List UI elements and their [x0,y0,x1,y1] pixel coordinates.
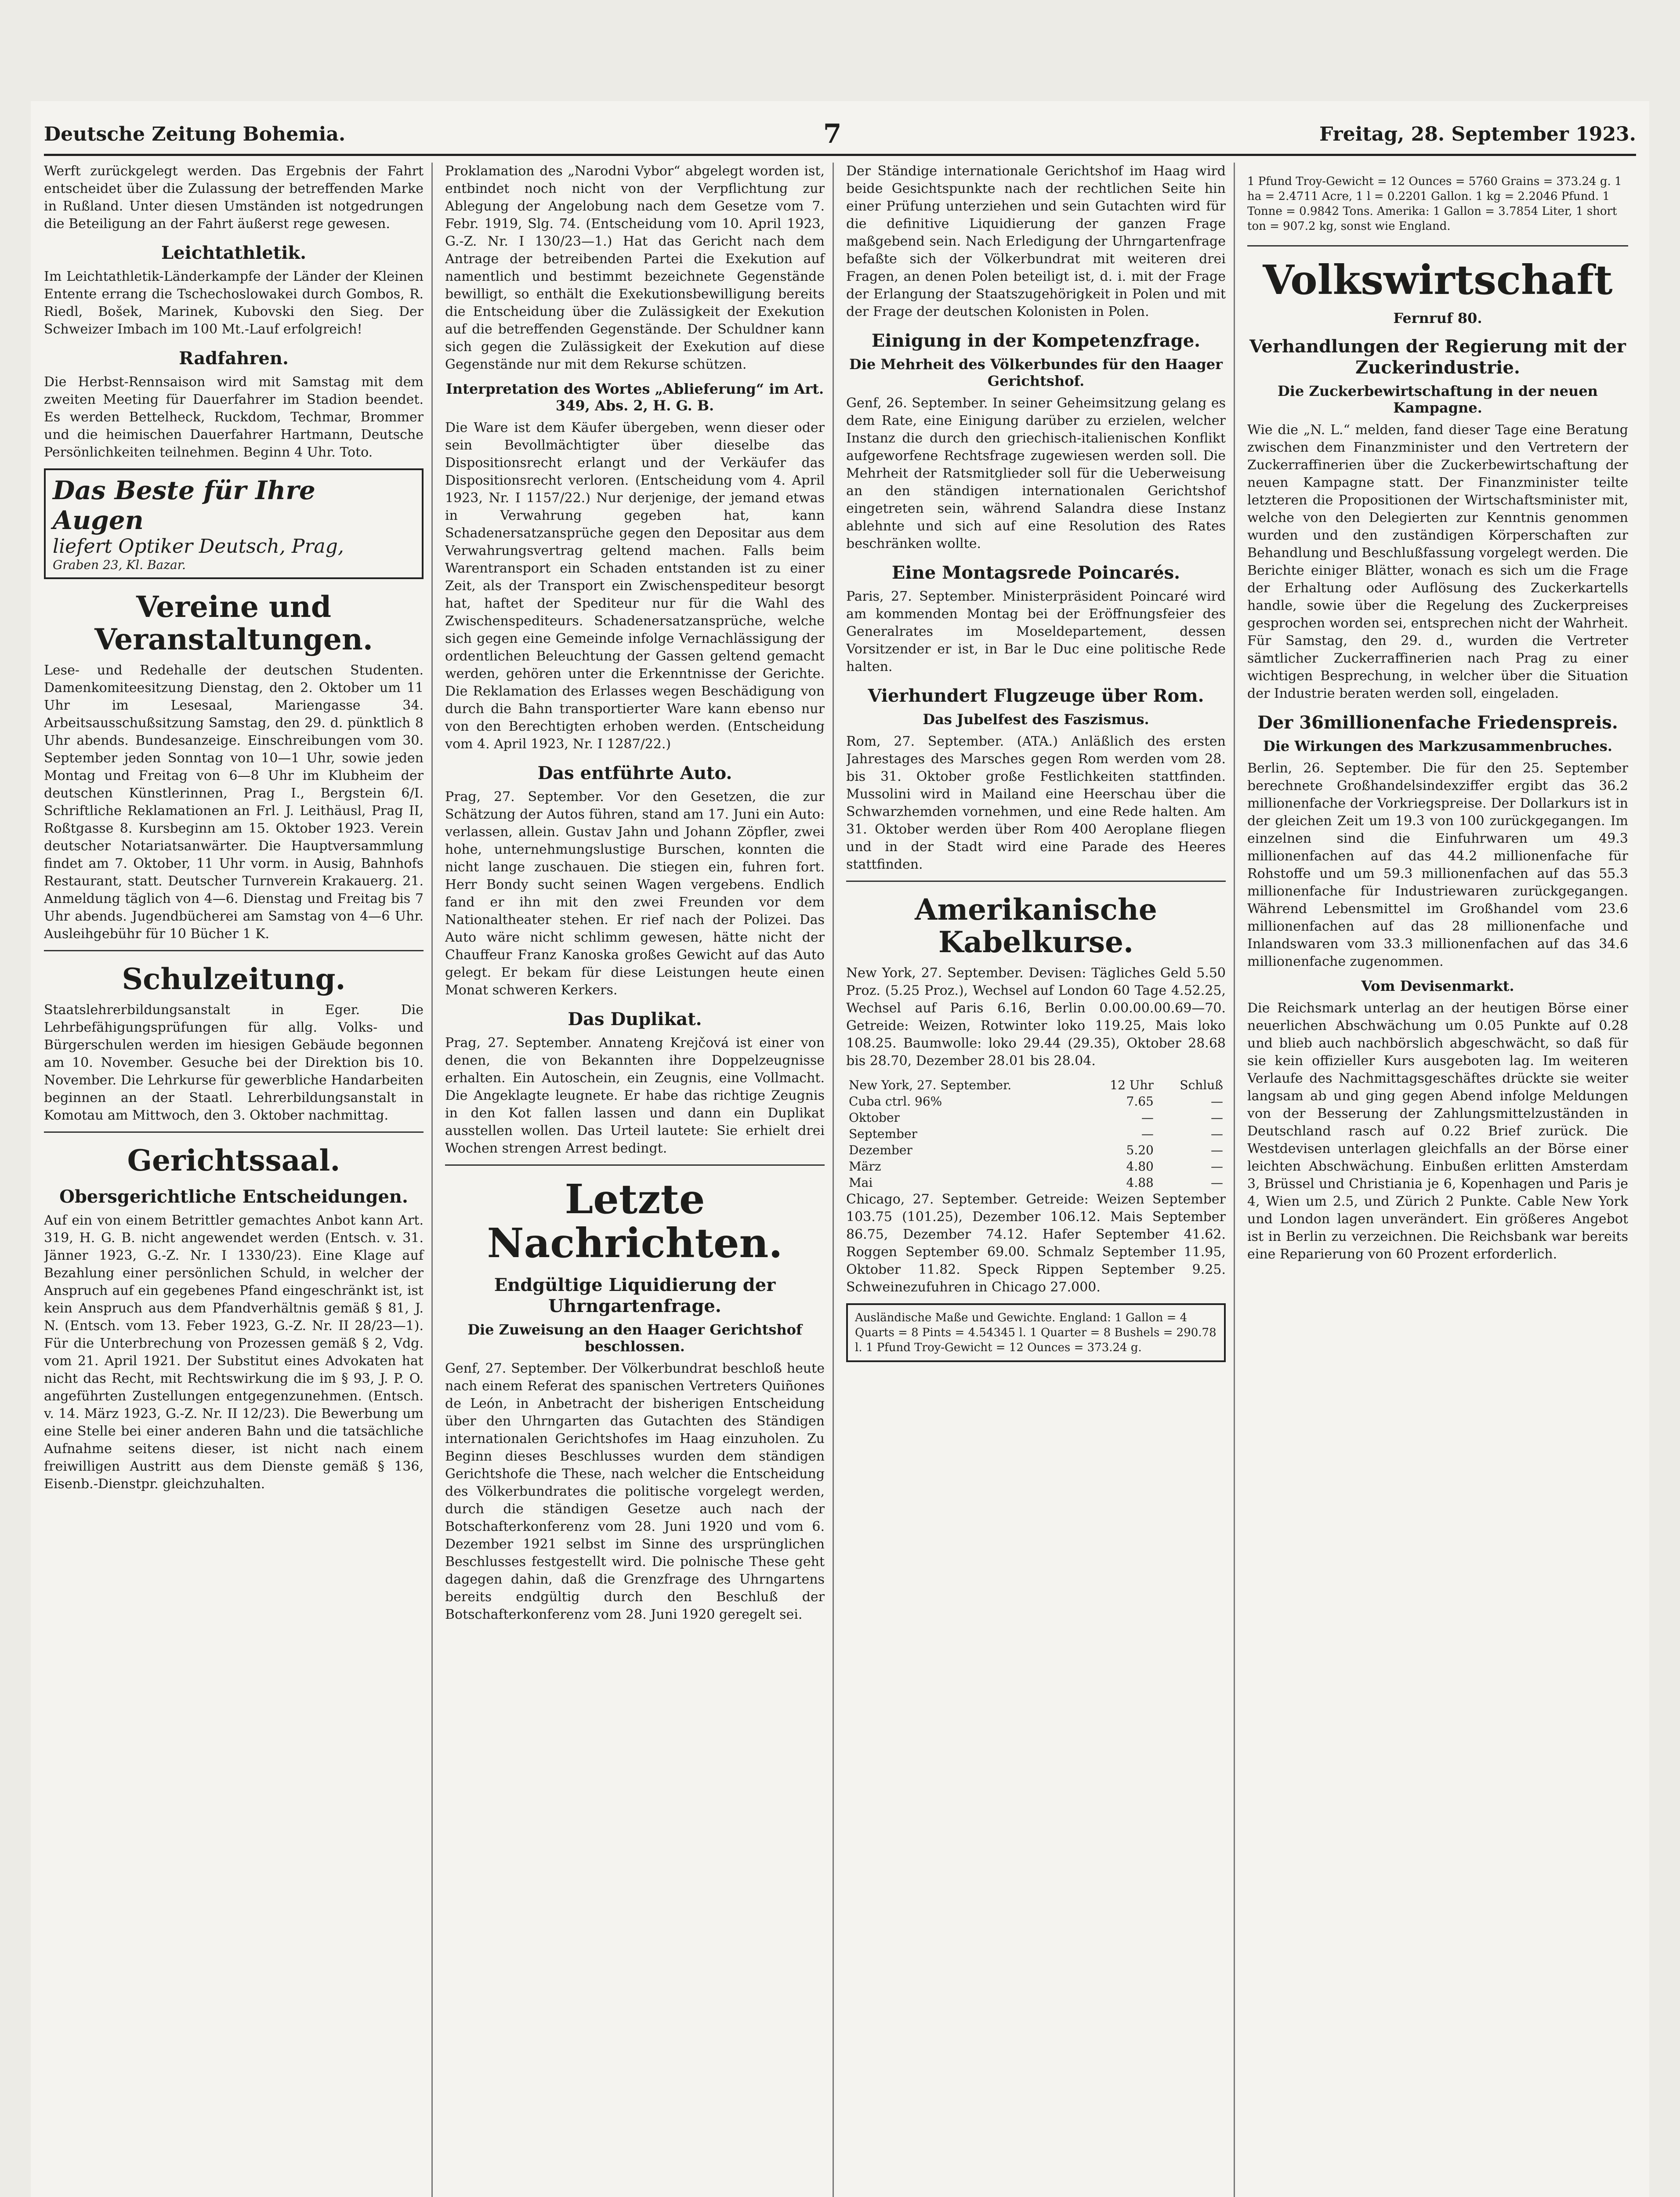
divider [846,881,1226,882]
ad-address: Graben 23, Kl. Bazar. [53,558,186,572]
table-cell: Cuba ctrl. 96% [849,1094,942,1109]
article-text: Staatslehrerbildungsanstalt in Eger. Die Lehrbefähigungsprüfungen für allg. Volks- und Bürgerschulen werden im hiesigen Gebäude begonnen am 10. November. Gesuche bei der Direktion bis 10. November. Die Lehrkurse für gewerbliche Handarbeiten beginnen an der Staatl. Lehrerbildungsanstalt in Komotau am Mittwoch, den 3. Oktober nachmittag. [44,1002,424,1123]
article-text: Rom, 27. September. (ATA.) Anläßlich des ersten Jahrestages des Marsches gegen Rom werden vom 28. bis 31. Oktober große Festlichkeiten stattfinden. Mussolini wird in Mailand eine Heerschau über die Schwarzhemden vornehmen, und eine Rede halten. Am 31. Oktober werden über Rom 400 Aeroplane fliegen und in der Stadt wird eine Parade des Heeres stattfinden. [846,734,1226,872]
measures-text: Ausländische Maße und Gewichte. England: 1 Gallon = 4 Quarts = 8 Pints = 4.54345 l. 1 Quarter = 8 Bushels = 290.78 l. 1 Pfund Troy-Gewicht = 12 Ounces = 373.24 g. [855,1311,1217,1354]
table-cell: — [1211,1110,1223,1125]
article-subheading: Die Zuckerbewirtschaftung in der neuen Kampagne. [1278,383,1598,416]
article-text: Genf, 26. September. In seiner Geheimsitzung gelang es dem Rate, eine Einigung darüber zu erzielen, welcher Instanz die durch den griechisch-italienischen Konflikt aufgeworfene Rechtsfrage zugewiesen werden soll. Die Mehrheit der Ratsmitglieder soll für die Ueberweisung an den ständigen internationalen Gerichtshof eingetreten sein, während Salandra diese Instanz ablehnte und sich auf eine Resolution des Rates beschränken wollte. [846,395,1226,551]
article-heading: Endgültige Liquidierung der Uhrngartenfrage. [494,1275,776,1316]
article-text: Wie die „N. L.“ melden, fand dieser Tage eine Beratung zwischen dem Finanzminister und den Vertretern der Zuckerraffinerien über die Zuckerbewirtschaftung der neuen Kampagne statt. Der Finanzminister teilte letzteren die Propositionen der Wirtschaftsminister mit, welche von den Delegierten zur Kenntnis genommen wurden und den zuständigen Körperschaften zur Behandlung und Beschlußfassung vorgelegt werden. Die Berichte einiger Blätter, wonach es sich um die Frage der Erhaltung oder Auflösung des Zuckerkartells handle, sowie über die Regelung des Zuckerpreises gesprochen worden sei, entsprechen nicht der Wahrheit. Für Samstag, den 29. d., wurden die Vertreter sämtlicher Zuckerraffinerien nach Prag zu einer wichtigen Besprechung, in welcher über die Situation der Industrie beraten werden soll, eingeladen. [1247,422,1628,701]
table-header-cell: 12 Uhr [1110,1078,1154,1092]
article-text: Berlin, 26. September. Die für den 25. September berechnete Großhandelsindexziffer ergibt das 36.2 millionenfache der Vorkriegspreise. Der Dollarkurs ist in der gleichen Zeit um 19.3 von 100 zurückgegangen. Im einzelnen sind die Einfuhrwaren um 49.3 millionenfachen auf das 44.2 millionenfache für Rohstoffe und um 59.3 millionenfachen auf das 55.3 millionenfache für Industriewaren zurückgegangen. Während Lebensmittel im Großhandel vom 23.6 millionenfachen auf das 28 millionenfache und Inlandswaren vom 33.3 millionenfachen auf das 34.6 millionenfache zugenommen. [1247,761,1628,969]
article-text: Paris, 27. September. Ministerpräsident Poincaré wird am kommenden Montag bei der Eröffnungsfeier des Generalrates im Moseldepartement, dessen Vorsitzender er ist, in Bar le Duc eine politische Rede halten. [846,589,1226,674]
article-heading: Vierhundert Flugzeuge über Rom. [868,685,1204,706]
divider [1247,245,1628,247]
article-heading: Das entführte Auto. [537,763,732,783]
section-heading: Vereine und Veranstaltungen. [94,590,373,656]
article-text: Lese- und Redehalle der deutschen Studenten. Damenkomiteesitzung Dienstag, den 2. Oktober um 11 Uhr im Lesesaal, Mariengasse 34. Arbeitsausschußsitzung Samstag, den 29. d. pünktlich 8 Uhr abends. Bundesanzeige. Einschreibungen vom 30. September jeden Sonntag von 10—1 Uhr, sowie jeden Montag und Freitag von 6—8 Uhr im Klubheim der deutschen Künstlerinnen, Prag I., Bergstein 6/I. Schriftliche Reklamationen an Frl. J. Leithäusl, Prag II, Roßtgasse 8. Kursbeginn am 15. Oktober 1923. Verein deutscher Notariatsanwärter. Die Hauptversammlung findet am 7. Oktober, 11 Uhr vorm. in Ausig, Bahnhofs Restaurant, statt. Deutscher Turnverein Krakauerg. 21. Anmeldung täglich von 4—6. Dienstag und Freitag bis 7 Uhr abends. Jugendbücherei am Samstag von 4—6 Uhr. Ausleihgebühr für 10 Bücher 1 K. [44,663,424,942]
table-cell: — [1211,1143,1223,1157]
table-cell: Oktober [849,1110,900,1125]
article-heading: Einigung in der Kompetenzfrage. [871,330,1201,351]
table-cell: — [1211,1127,1223,1141]
issue-date: Freitag, 28. September 1923. [1319,123,1636,145]
sugar-price-table [846,1077,1226,1191]
article-text: Werft zurückgelegt werden. Das Ergebnis der Fahrt entscheidet über die Zulassung der betreffenden Marke in Rußland. Unter diesen Umständen ist notgedrungen die Beteiligung an der Fahrt äußerst rege gewesen. [44,163,424,232]
paper-title: Deutsche Zeitung Bohemia. [44,123,346,145]
masthead [44,114,1636,156]
table-cell: September [849,1127,917,1141]
section-heading: Radfahren. [179,348,289,369]
column-4 [1247,163,1636,2197]
section-heading: Leichtathletik. [161,243,307,263]
table-cell: — [1141,1110,1154,1125]
section-heading: Schulzeitung. [122,962,346,996]
article-text: Chicago, 27. September. Getreide: Weizen September 103.75 (101.25), Dezember 106.12. Mais September 86.75, Dezember 74.12. Hafer September 41.62. Roggen September 69.00. Schmalz September 11.95, Oktober 11.82. Speck Rippen September 9.25. Schweinezufuhren in Chicago 27.000. [846,1192,1226,1295]
article-subheading: Die Zuweisung an den Haager Gerichtshof beschlossen. [467,1321,802,1355]
table-cell: — [1141,1127,1154,1141]
table-header-cell: Schluß [1180,1078,1223,1092]
measures-box [846,1303,1226,1362]
section-heading: Volkswirtschaft [1263,256,1613,304]
article-text: Im Leichtathletik-Länderkampfe der Länder der Kleinen Entente errang die Tschechoslowakei durch Gombos, R. Riedl, Bošek, Marinek, Kubovski den Sieg. Der Schweizer Imbach im 100 Mt.-Lauf erfolgreich! [44,269,424,337]
article-text: Prag, 27. September. Vor den Gesetzen, die zur Schätzung der Autos führen, stand am 17. Juni ein Auto: verlassen, allein. Gustav Jahn und Johann Zöpfler, zwei hohe, unternehmungslustige Burschen, konnten die nicht lange zuschauen. Die stiegen ein, fuhren fort. Herr Bondy sucht seinen Wagen vergebens. Endlich fand er ihn mit den zwei Freunden vor dem Nationaltheater stehen. Er rief nach der Polizei. Das Auto wäre nicht schlimm gewesen, hätte nicht der Chauffeur Franz Kanoska großes Gewicht auf das Auto gelegt. Er bekam für diese Leistungen heute einen Monat schweren Kerkers. [445,789,825,998]
column-1 [44,163,433,2197]
article-heading: Das Duplikat. [568,1009,702,1030]
table-cell: 5.20 [1126,1143,1154,1157]
divider [44,950,424,951]
article-text: Prag, 27. September. Annateng Krejčová ist einer von denen, die von Bekannten ihre Doppelzeugnisse erhalten. Ein Autoschein, ein Zeugnis, eine Vollmacht. Die Angeklagte leugnete. Er habe das richtige Zeugnis in den Kot fallen lassen und dann ein Duplikat ausstellen wollen. Das Urteil lautete: Sie erhielt drei Wochen strengen Arrest bedingt. [445,1035,825,1156]
divider [44,1131,424,1133]
table-header-row [846,1077,1226,1093]
table-cell: — [1211,1094,1223,1109]
table-header-cell: New York, 27. September. [849,1078,1012,1092]
newspaper-page [31,101,1649,2197]
section-heading: Letzte Nachrichten. [487,1175,783,1267]
article-text: New York, 27. September. Devisen: Tägliches Geld 5.50 Proz. (5.25 Proz.), Wechsel auf London 60 Tage 4.52.25, Wechsel auf Paris 6.16, Berlin 0.00.00.00.69—70. Getreide: Weizen, Rotwinter loko 119.25, Mais loko 108.25. Baumwolle: loko 29.44 (29.35), Oktober 28.68 bis 28.70, Dezember 28.01 bis 28.04. [846,965,1226,1069]
columns [44,163,1636,2197]
article-heading: Verhandlungen der Regierung mit der Zuckerindustrie. [1249,336,1626,378]
article-subheading: Die Mehrheit des Völkerbundes für den Haager Gerichtshof. [849,356,1223,389]
article-heading: Obersgerichtliche Entscheidungen. [59,1186,408,1207]
table-row [846,1175,1226,1191]
article-heading: Vom Devisenmarkt. [1361,978,1514,994]
table-cell: — [1211,1175,1223,1190]
article-text: Die Herbst-Rennsaison wird mit Samstag mit dem zweiten Meeting für Dauerfahrer im Stadion beendet. Es werden Bettelheck, Ruckdom, Techmar, Brommer und die heimischen Dauerfahrer Hartmann, Deutsche Persönlichkeiten teilnehmen. Beginn 4 Uhr. Toto. [44,374,424,460]
table-cell: — [1211,1159,1223,1174]
table-row [846,1093,1226,1109]
article-text: Die Reichsmark unterlag an der heutigen Börse einer neuerlichen Abschwächung um 0.05 Punkte auf 0.28 und blieb auch nachbörslich abgeschwächt, so daß für sie kein offizieller Kurs ausgeboten lag. Im weiteren Verlaufe des Nachmittagsgeschäftes drückte sie weiter langsam ab und ging gegen Abend infolge Meldungen von der Besserung der Zahlungsmittelzuständen in Deutschland rasch auf 0.22 Brief zurück. Die Westdevisen unterlagen gleichfalls an der Börse einer leichten Abschwächung. Einbußen erlitten Amsterdam 3, Brüssel und Christiania je 6, Kopenhagen und Paris je 4, Wien um 2.5, und Zürich 2 Punkte. Cable New York und London lagen unverändert. Ein größeres Angebot ist in Berlin zu verzeichnen. Die Reichsbank war bereits eine Reparierung von 60 Prozent erforderlich. [1247,1001,1628,1262]
table-row [846,1142,1226,1158]
article-heading: Eine Montagsrede Poincarés. [891,562,1180,583]
ad-headline: Das Beste für Ihre Augen [53,475,315,535]
article-text: Der Ständige internationale Gerichtshof im Haag wird beide Gesichtspunkte nach der rechtlichen Seite hin einer Prüfung unterziehen und sein Gutachten wird für die definitive Liquidierung der ganzen Frage maßgebend sein. Nach Erledigung der Uhrngartenfrage befaßte sich der Völkerbundrat mit weiteren drei Fragen, an denen Polen beteiligt ist, d. i. mit der Frage der Erlangung der Staatszugehörigkeit in Polen und mit der Frage der deutschen Kolonisten in Polen. [846,163,1226,319]
ad-text: liefert Optiker Deutsch, Prag, [53,535,344,558]
section-telephone: Fernruf 80. [1393,310,1482,326]
table-row [846,1126,1226,1142]
advertisement [44,468,424,579]
article-text: Die Ware ist dem Käufer übergeben, wenn dieser oder sein Bevollmächtigter über dieselbe das Dispositionsrecht erlangt und der Verkäufer das Dispositionsrecht verloren. (Entscheidung vom 4. April 1923, Nr. I 1157/22.) Nur derjenige, der jemand etwas in Verwahrung gegeben hat, kann Schadenersatzansprüche gegen den Depositar aus dem Verwahrungsvertrag geltend machen. Falls beim Warentransport ein Schaden entstanden ist zu einer Zeit, als der Transport ein Zwischenspediteur besorgt hat, haftet der Spediteur nur für die Wahl des Zwischenspediteurs. Schadenersatzansprüche, welche sich gegen eine Gemeinde infolge Vernachlässigung der ordentlichen Beleuchtung der Gassen geltend gemacht werden, gehören unter die Erkenntnisse der Gerichte. Die Reklamation des Erlasses wegen Beschädigung von durch die Bahn transportierter Ware kann ebenso nur von den Berechtigten erhoben werden. (Entscheidung vom 4. April 1923, Nr. I 1287/22.) [445,420,825,752]
table-cell: 4.80 [1126,1159,1154,1174]
article-text: Genf, 27. September. Der Völkerbundrat beschloß heute nach einem Referat des spanischen Vertreters Quiñones de León, in Anbetracht der bisherigen Entscheidung über den Uhrngarten das Gutachten des Ständigen internationalen Gerichtshofes im Haag einzuholen. Zu Beginn dieses Beschlusses wurden dem ständigen Gerichtshofe die These, nach welcher die Entscheidung des Völkerbundrates die politische vorgelegt werden, durch die ständigen Gesetze auch nach der Botschafterkonferenz vom 28. Juni 1920 und vom 6. Dezember 1921 selbst im Sinne des ursprünglichen Beschlusses festgestellt wird. Die polnische These geht dagegen dahin, daß die Grenzfrage des Uhrngartens bereits endgültig durch den Beschluß der Botschafterkonferenz vom 28. Juni 1920 geregelt sei. [445,1361,825,1622]
table-cell: Mai [849,1175,873,1190]
measures-text: 1 Pfund Troy-Gewicht = 12 Ounces = 5760 Grains = 373.24 g. 1 ha = 2.4711 Acre, 1 l = 0.2201 Gallon. 1 kg = 2.2046 Pfund. 1 Tonne = 0.9842 Tons. Amerika: 1 Gallon = 3.7854 Liter, 1 short ton = 907.2 kg, sonst wie England. [1247,175,1622,233]
article-subheading: Die Wirkungen des Markzusammenbruches. [1263,738,1612,754]
table-cell: März [849,1159,881,1174]
column-2 [445,163,834,2197]
table-cell: Dezember [849,1143,912,1157]
table-row [846,1109,1226,1126]
column-3 [846,163,1235,2197]
divider [445,1164,825,1166]
table-row [846,1158,1226,1175]
section-heading: Gerichtssaal. [127,1143,340,1178]
section-heading: Amerikanische Kabelkurse. [915,892,1157,959]
article-text: Proklamation des „Narodni Vybor“ abgelegt worden ist, entbindet noch nicht von der Verpflichtung zur Ablegung der Angelobung nach dem Gesetze vom 7. Febr. 1919, Slg. 74. (Entscheidung vom 10. April 1923, G.-Z. Nr. I 130/23—1.) Hat das Gericht nach dem Antrage der betreibenden Partei die Exekution auf namentlich und bestimmt bezeichnete Gegenstände bewilligt, so enthält die Exekutionsbewilligung bereits die Entscheidung über die Zulässigkeit der Exekution auf die betreffenden Gegenstände. Der Schuldner kann sich gegen die Zulässigkeit der Exekution auf diese Gegenstände nur mit dem Rekurse schützen. [445,163,825,372]
article-text: Auf ein von einem Betrittler gemachtes Anbot kann Art. 319, H. G. B. nicht angewendet werden (Entsch. v. 31. Jänner 1923, G.-Z. Nr. I 1330/23). Eine Klage auf Bezahlung einer persönlichen Schuld, in welcher der Anspruch auf ein gegebenes Pfand eingeschränkt ist, ist kein Anspruch aus dem Pfandverhältnis gemäß § 81, J. N. (Entsch. vom 13. Feber 1923, G.-Z. Nr. II 28/23—1). Für die Unterbrechung von Prozessen gemäß § 2, Vdg. vom 21. April 1921. Der Substitut eines Advokaten hat nicht das Recht, mit Rechtswirkung die im § 93, J. P. O. angeführten Zustellungen entgegenzunehmen. (Entsch. v. 14. März 1923, G.-Z. Nr. II 12/23). Die Bewerbung um eine Stelle bei einer anderen Bahn und die tatsächliche Aufnahme seitens dieser, ist nicht nach einem freiwilligen Austritt aus dem Dienste gemäß § 136, Eisenb.-Dienstpr. gleichzuhalten. [44,1213,424,1492]
article-heading: Interpretation des Wortes „Ablieferung“ im Art. 349, Abs. 2, H. G. B. [445,381,824,414]
table-cell: 7.65 [1126,1094,1154,1109]
article-subheading: Das Jubelfest des Faszismus. [923,711,1149,728]
article-heading: Der 36millionenfache Friedenspreis. [1257,712,1618,733]
page-number: 7 [823,119,842,149]
table-cell: 4.88 [1126,1175,1154,1190]
